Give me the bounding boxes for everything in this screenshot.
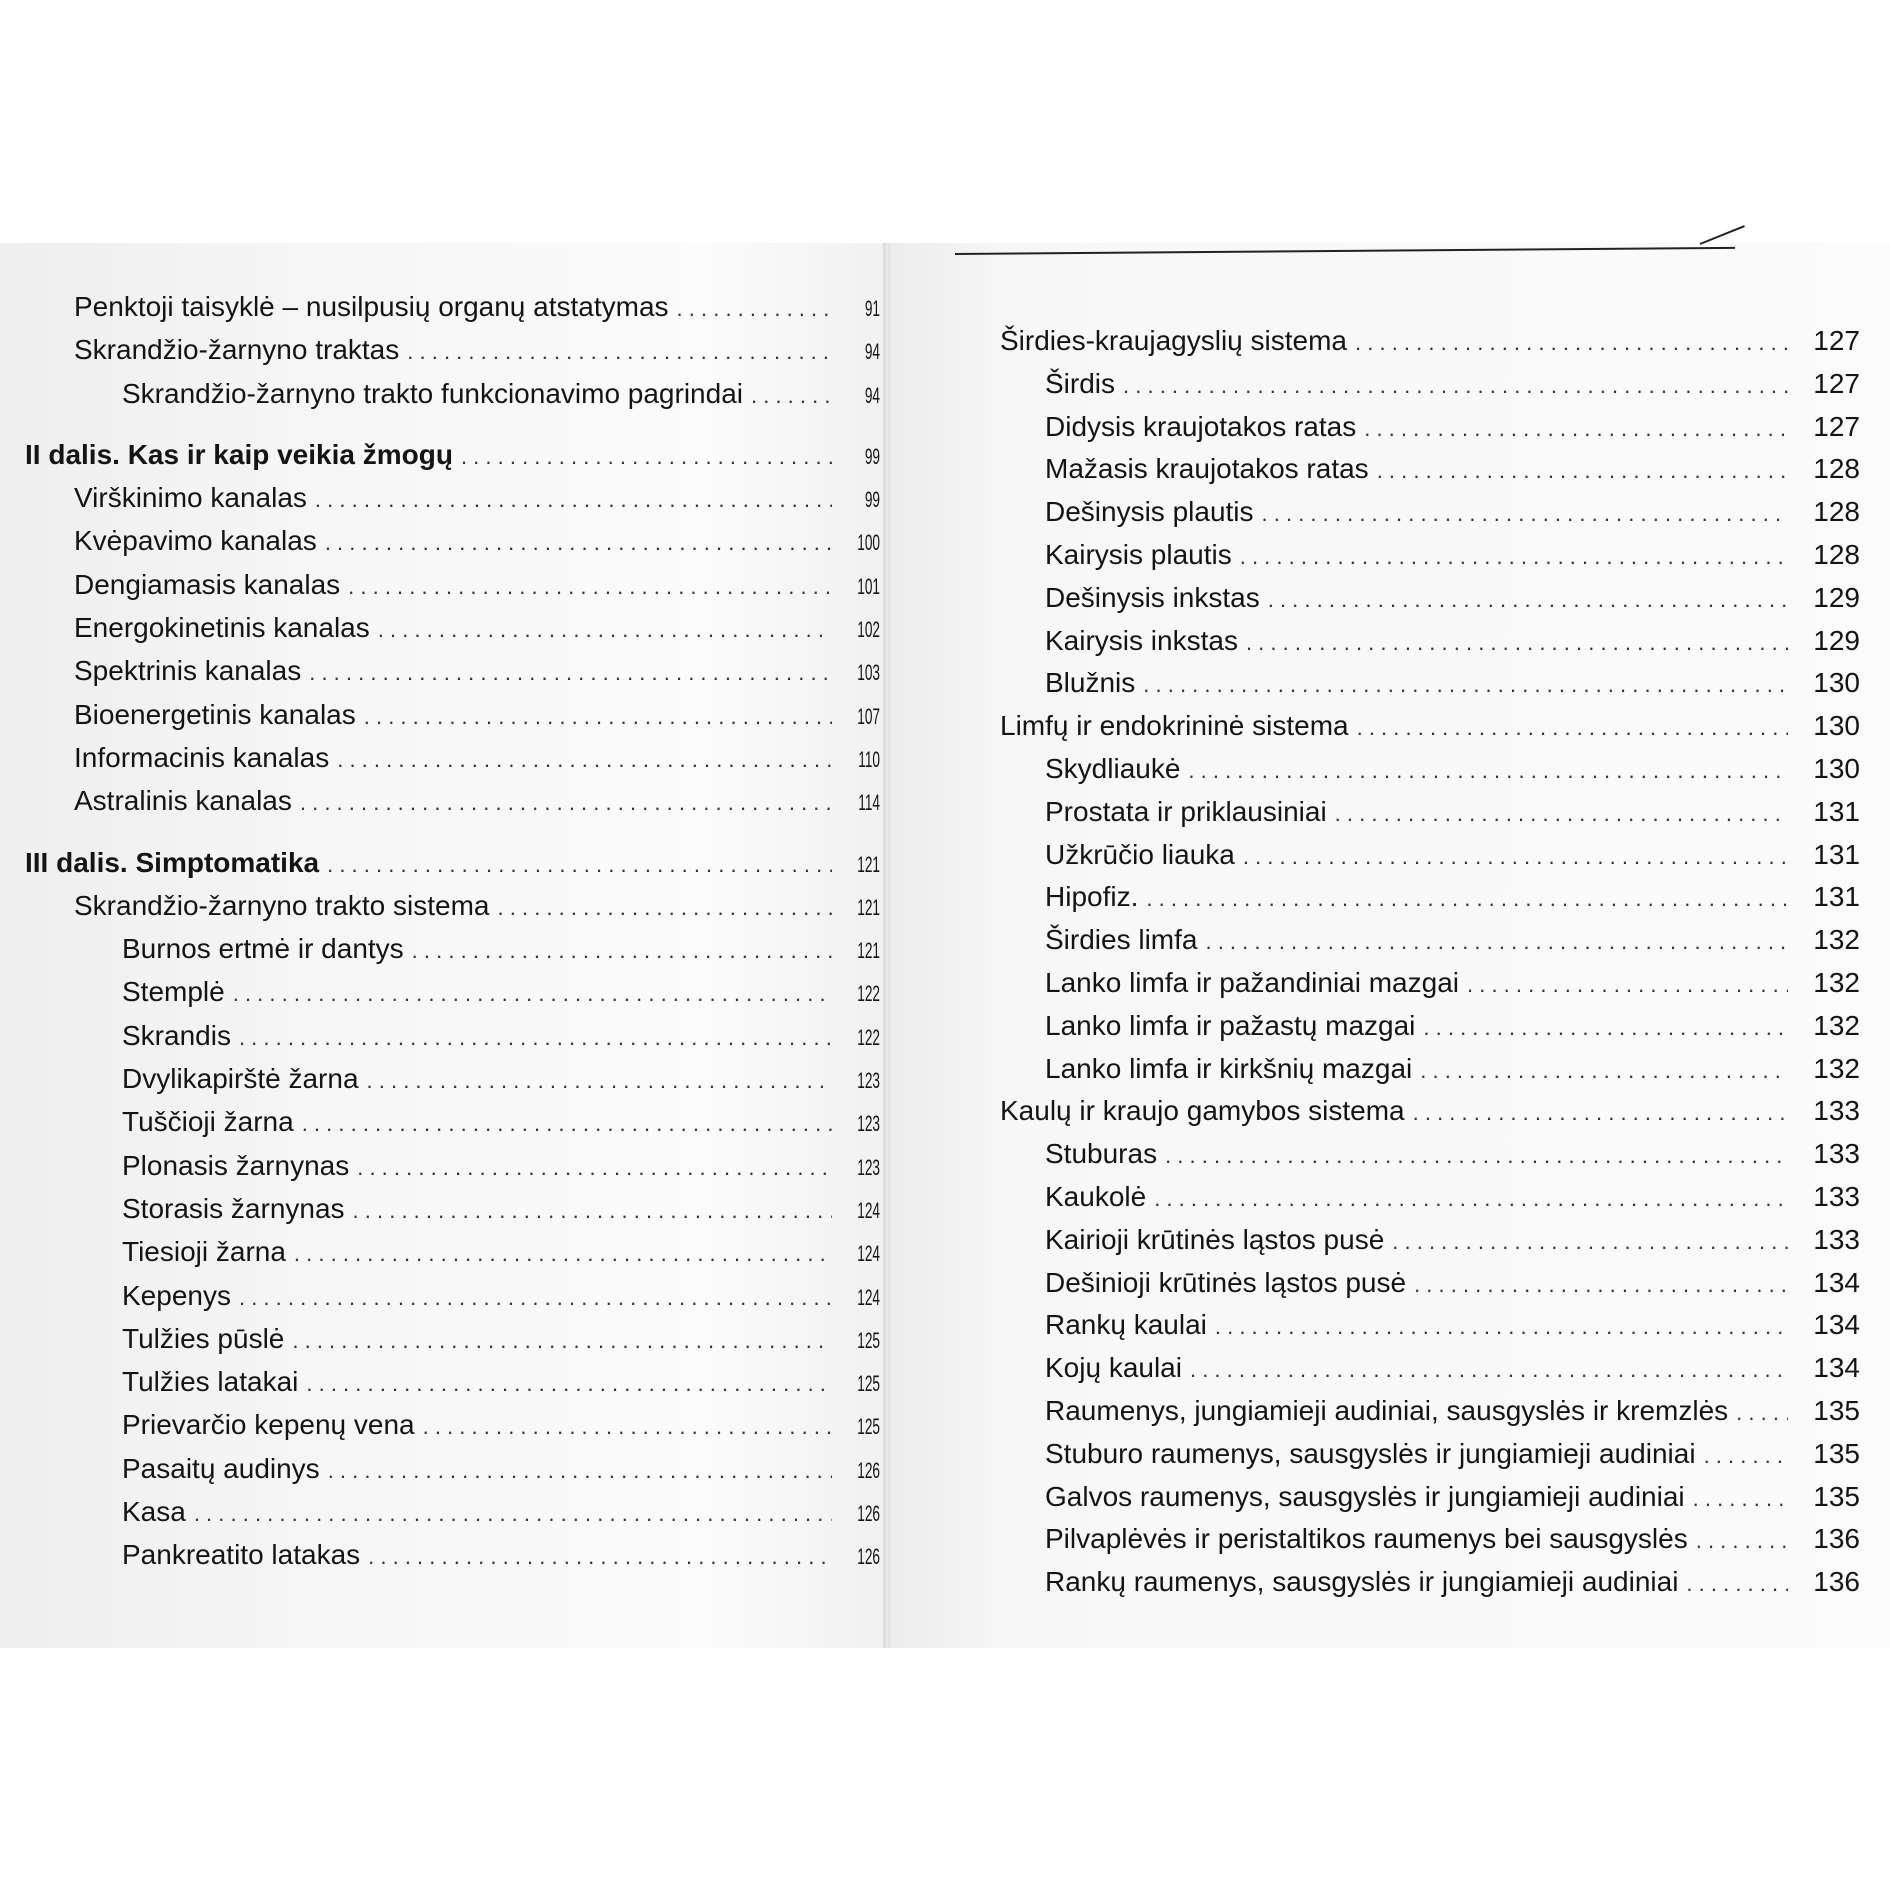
toc-entry-title: Dešinysis plautis	[1045, 496, 1254, 528]
toc-entry-title: Raumenys, jungiamieji audiniai, sausgyslės ir kremzlės	[1045, 1394, 1729, 1426]
toc-entry-page-number: 124	[857, 1197, 880, 1223]
toc-entry	[0, 1360, 880, 1403]
dot-leader	[367, 1059, 832, 1102]
dot-leader	[1154, 1178, 1788, 1221]
toc-entry	[890, 791, 1860, 834]
toc-entry	[0, 328, 880, 371]
toc-entry	[0, 519, 880, 562]
toc-entry-page-number: 129	[1813, 581, 1860, 613]
toc-entry-title: Kojų kaulai	[1045, 1352, 1182, 1384]
toc-entry	[890, 1219, 1860, 1262]
toc-entry-title: Informacinis kanalas	[74, 741, 330, 773]
toc-entry-title: Stuburo raumenys, sausgyslės ir jungiamieji audiniai	[1045, 1437, 1696, 1469]
dot-leader	[1696, 1520, 1788, 1563]
toc-entry	[890, 1176, 1860, 1219]
dot-leader	[1123, 365, 1788, 408]
toc-entry-title: Kairioji krūtinės ląstos pusė	[1045, 1223, 1385, 1255]
toc-entry-title: II dalis. Kas ir kaip veikia žmogų	[25, 438, 453, 470]
dot-leader	[1246, 622, 1788, 665]
toc-entry-title: Hipofiz.	[1045, 881, 1139, 913]
toc-entry-page-number: 135	[1813, 1437, 1860, 1469]
toc-entry-page-number: 101	[857, 573, 880, 599]
toc-entry	[890, 491, 1860, 534]
section-spacer	[0, 415, 880, 433]
dot-leader	[306, 1362, 832, 1405]
toc-entry-title: Kvėpavimo kanalas	[74, 525, 317, 557]
toc-entry-page-number: 134	[1813, 1309, 1860, 1341]
dot-leader	[1240, 536, 1788, 579]
toc-entry-title: Pankreatito latakas	[122, 1539, 361, 1571]
dot-leader	[1243, 836, 1788, 879]
dot-leader	[1268, 579, 1788, 622]
toc-entry	[890, 1048, 1860, 1091]
dot-leader	[1335, 793, 1788, 836]
toc-entry	[0, 1317, 880, 1360]
toc-entry	[0, 1057, 880, 1100]
toc-entry	[890, 1433, 1860, 1476]
toc-entry	[0, 1187, 880, 1230]
dot-leader	[461, 435, 832, 478]
dot-leader	[1205, 921, 1788, 964]
toc-entry-page-number: 130	[1813, 667, 1860, 699]
toc-entry	[890, 1133, 1860, 1176]
toc-entry-page-number: 123	[857, 1111, 880, 1137]
toc-part-heading	[0, 433, 880, 476]
header-rule-tip	[1700, 225, 1745, 245]
toc-entry-title: Lanko limfa ir pažandiniai mazgai	[1045, 966, 1459, 998]
toc-entry-title: Pilvaplėvės ir peristaltikos raumenys bei sausgyslės	[1045, 1523, 1688, 1555]
dot-leader	[233, 972, 832, 1015]
toc-entry-title: Skrandžio-žarnyno trakto sistema	[74, 889, 490, 921]
toc-entry-page-number: 125	[857, 1327, 880, 1353]
toc-entry	[890, 1005, 1860, 1048]
toc-entry-title: Dvylikapirštė žarna	[122, 1063, 359, 1095]
toc-entry-title: Stuburas	[1045, 1138, 1158, 1170]
dot-leader	[498, 886, 832, 929]
dot-leader	[1467, 964, 1788, 1007]
toc-entry	[890, 748, 1860, 791]
dot-leader	[412, 929, 832, 972]
toc-entry	[0, 1403, 880, 1446]
dot-leader	[364, 695, 832, 738]
toc-entry-title: Kairysis inkstas	[1045, 624, 1238, 656]
toc-entry-page-number: 94	[864, 339, 880, 365]
dot-leader	[1357, 707, 1788, 750]
dot-leader	[1364, 408, 1788, 451]
toc-entry-title: Galvos raumenys, sausgyslės ir jungiamieji audiniai	[1045, 1480, 1685, 1512]
toc-entry-title: Dešinysis inkstas	[1045, 581, 1260, 613]
toc-entry	[0, 1447, 880, 1490]
toc-entry-title: Rankų raumenys, sausgyslės ir jungiamieji audiniai	[1045, 1566, 1679, 1598]
dot-leader	[1704, 1435, 1788, 1478]
toc-entry-page-number: 128	[1813, 538, 1860, 570]
toc-entry-page-number: 129	[1813, 624, 1860, 656]
toc-entry-title: Storasis žarnynas	[122, 1192, 345, 1224]
toc-entry	[890, 577, 1860, 620]
dot-leader	[1190, 1349, 1788, 1392]
toc-entry-title: Kepenys	[122, 1279, 231, 1311]
toc-entry-title: Rankų kaulai	[1045, 1309, 1207, 1341]
toc-entry	[890, 834, 1860, 877]
toc-entry-page-number: 136	[1813, 1566, 1860, 1598]
dot-leader	[407, 330, 832, 373]
dot-leader	[309, 651, 832, 694]
toc-entry-page-number: 125	[857, 1371, 880, 1397]
toc-entry-title: Tulžies latakai	[122, 1366, 299, 1398]
toc-entry-title: Dešinioji krūtinės ląstos pusė	[1045, 1266, 1407, 1298]
toc-entry	[0, 606, 880, 649]
toc-entry	[890, 363, 1860, 406]
toc-entry-page-number: 99	[864, 487, 880, 513]
toc-entry-page-number: 125	[857, 1414, 880, 1440]
dot-leader	[751, 374, 832, 417]
dot-leader	[315, 478, 832, 521]
toc-entry-page-number: 121	[857, 938, 880, 964]
toc-entry	[890, 1304, 1860, 1347]
toc-entry-page-number: 130	[1813, 710, 1860, 742]
toc-entry-page-number: 126	[857, 1544, 880, 1570]
toc-entry-page-number: 132	[1813, 966, 1860, 998]
dot-leader	[1188, 750, 1788, 793]
toc-entry	[0, 563, 880, 606]
dot-leader	[348, 565, 832, 608]
toc-entry	[0, 1230, 880, 1273]
toc-entry-title: Prievarčio kepenų vena	[122, 1409, 415, 1441]
dot-leader	[1736, 1392, 1788, 1435]
dot-leader	[1355, 322, 1788, 365]
dot-leader	[239, 1276, 832, 1319]
toc-entry-title: Blužnis	[1045, 667, 1136, 699]
toc-entry-title: Tiesioji žarna	[122, 1236, 286, 1268]
toc-entry-title: Plonasis žarnynas	[122, 1149, 350, 1181]
toc-entry-page-number: 100	[857, 530, 880, 556]
toc-entry	[0, 1274, 880, 1317]
dot-leader	[357, 1146, 832, 1189]
toc-entry-title: Didysis kraujotakos ratas	[1045, 410, 1357, 442]
toc-entry	[0, 649, 880, 692]
right-toc-list	[890, 320, 1860, 1604]
toc-entry-page-number: 110	[858, 746, 880, 772]
toc-entry-title: Skydliaukė	[1045, 752, 1181, 784]
dot-leader	[1693, 1478, 1788, 1521]
toc-entry	[890, 662, 1860, 705]
toc-entry	[890, 705, 1860, 748]
toc-entry-page-number: 130	[1813, 752, 1860, 784]
dot-leader	[1143, 664, 1788, 707]
toc-entry	[890, 534, 1860, 577]
toc-entry-page-number: 121	[857, 851, 880, 877]
dot-leader	[302, 1102, 832, 1145]
dot-leader	[1423, 1007, 1788, 1050]
toc-entry-page-number: 122	[857, 1024, 880, 1050]
toc-entry	[890, 620, 1860, 663]
toc-entry	[890, 1561, 1860, 1604]
dot-leader	[1215, 1306, 1788, 1349]
toc-entry-title: Energokinetinis kanalas	[74, 612, 370, 644]
toc-entry-page-number: 127	[1813, 325, 1860, 356]
toc-entry-title: Kairysis plautis	[1045, 538, 1232, 570]
toc-entry	[0, 779, 880, 822]
toc-entry-title: Virškinimo kanalas	[74, 482, 307, 514]
toc-entry	[890, 962, 1860, 1005]
toc-entry-title: III dalis. Simptomatika	[25, 846, 320, 878]
dot-leader	[1392, 1221, 1788, 1264]
toc-entry	[890, 448, 1860, 491]
toc-entry-page-number: 99	[864, 443, 880, 469]
toc-entry-title: Širdis	[1045, 367, 1116, 399]
toc-entry	[0, 372, 880, 415]
toc-entry-title: Kasa	[122, 1496, 186, 1528]
toc-entry-title: Bioenergetinis kanalas	[74, 698, 356, 730]
toc-entry-page-number: 127	[1813, 367, 1860, 399]
toc-entry	[0, 476, 880, 519]
toc-entry-title: Limfų ir endokrininė sistema	[1000, 710, 1349, 742]
toc-entry	[0, 1014, 880, 1057]
toc-entry-page-number: 103	[857, 660, 880, 686]
dot-leader	[368, 1535, 832, 1578]
toc-entry	[0, 1100, 880, 1143]
toc-entry-page-number: 126	[857, 1501, 880, 1527]
toc-entry-page-number: 114	[858, 790, 880, 816]
section-spacer	[0, 823, 880, 841]
toc-entry-title: Kaukolė	[1045, 1180, 1147, 1212]
left-page	[0, 243, 885, 1648]
dot-leader	[1377, 450, 1788, 493]
toc-entry	[0, 970, 880, 1013]
toc-entry	[0, 1144, 880, 1187]
toc-entry-title: Astralinis kanalas	[74, 785, 292, 817]
toc-entry	[890, 919, 1860, 962]
toc-entry	[890, 1090, 1860, 1133]
toc-entry	[890, 1390, 1860, 1433]
left-toc-list	[0, 285, 880, 1577]
toc-entry-page-number: 131	[1813, 881, 1860, 913]
dot-leader	[327, 843, 832, 886]
dot-leader	[423, 1405, 832, 1448]
toc-entry-page-number: 121	[857, 894, 880, 920]
toc-entry-page-number: 127	[1813, 410, 1860, 442]
toc-entry	[0, 736, 880, 779]
toc-entry	[0, 927, 880, 970]
dot-leader	[1146, 878, 1788, 921]
dot-leader	[294, 1232, 832, 1275]
toc-entry-title: Mažasis kraujotakos ratas	[1045, 453, 1369, 485]
toc-entry-page-number: 102	[857, 617, 880, 643]
toc-entry-page-number: 131	[1813, 795, 1860, 827]
toc-entry-page-number: 124	[857, 1241, 880, 1267]
toc-entry	[0, 1490, 880, 1533]
toc-entry-page-number: 107	[857, 703, 880, 729]
toc-entry-title: Lanko limfa ir kirkšnių mazgai	[1045, 1052, 1413, 1084]
toc-entry	[890, 320, 1860, 363]
toc-entry	[0, 884, 880, 927]
toc-entry-page-number: 128	[1813, 453, 1860, 485]
toc-entry-page-number: 136	[1813, 1523, 1860, 1555]
toc-entry	[890, 876, 1860, 919]
toc-entry-page-number: 135	[1813, 1480, 1860, 1512]
toc-entry	[890, 1347, 1860, 1390]
toc-entry-title: Širdies limfa	[1045, 924, 1198, 956]
dot-leader	[292, 1319, 832, 1362]
dot-leader	[337, 738, 832, 781]
dot-leader	[1686, 1563, 1788, 1606]
toc-entry-title: Skrandžio-žarnyno trakto funkcionavimo pagrindai	[122, 377, 743, 409]
toc-entry-title: Pasaitų audinys	[122, 1452, 320, 1484]
dot-leader	[325, 521, 832, 564]
dot-leader	[378, 608, 832, 651]
toc-entry-title: Prostata ir priklausiniai	[1045, 795, 1327, 827]
right-page	[890, 243, 1890, 1648]
dot-leader	[194, 1492, 832, 1535]
dot-leader	[300, 781, 832, 824]
toc-entry-title: Skrandis	[122, 1019, 231, 1051]
toc-entry-page-number: 91	[864, 296, 880, 321]
toc-entry-title: Stemplė	[122, 976, 225, 1008]
toc-entry-page-number: 122	[857, 981, 880, 1007]
toc-entry-page-number: 133	[1813, 1138, 1860, 1170]
toc-entry	[890, 1518, 1860, 1561]
toc-entry-page-number: 131	[1813, 838, 1860, 870]
toc-entry-title: Burnos ertmė ir dantys	[122, 933, 404, 965]
toc-entry-page-number: 124	[857, 1284, 880, 1310]
toc-entry	[0, 285, 880, 328]
dot-leader	[1414, 1264, 1788, 1307]
toc-entry-title: Širdies-kraujagyslių sistema	[1000, 325, 1348, 356]
toc-entry-page-number: 132	[1813, 924, 1860, 956]
toc-entry	[890, 1476, 1860, 1519]
dot-leader	[1413, 1092, 1788, 1135]
toc-entry-page-number: 128	[1813, 496, 1860, 528]
toc-entry-page-number: 94	[864, 382, 880, 408]
toc-entry-page-number: 133	[1813, 1180, 1860, 1212]
dot-leader	[239, 1016, 832, 1059]
toc-entry-page-number: 134	[1813, 1266, 1860, 1298]
toc-entry-page-number: 134	[1813, 1352, 1860, 1384]
toc-entry-page-number: 133	[1813, 1095, 1860, 1127]
dot-leader	[353, 1189, 832, 1232]
toc-entry-page-number: 133	[1813, 1223, 1860, 1255]
toc-entry-title: Dengiamasis kanalas	[74, 568, 341, 600]
toc-entry	[890, 406, 1860, 449]
toc-entry-page-number: 132	[1813, 1052, 1860, 1084]
dot-leader	[1262, 493, 1788, 536]
toc-entry-title: Lanko limfa ir pažastų mazgai	[1045, 1009, 1416, 1041]
toc-entry-title: Tuščioji žarna	[122, 1106, 294, 1138]
dot-leader	[1420, 1050, 1788, 1093]
toc-entry	[0, 1533, 880, 1576]
toc-entry-page-number: 135	[1813, 1394, 1860, 1426]
toc-entry	[0, 693, 880, 736]
dot-leader	[677, 287, 832, 330]
toc-entry-title: Kaulų ir kraujo gamybos sistema	[1000, 1095, 1405, 1127]
toc-entry-title: Penktoji taisyklė – nusilpusių organų atstatymas	[74, 291, 669, 322]
dot-leader	[1165, 1135, 1788, 1178]
dot-leader	[328, 1449, 832, 1492]
toc-entry-title: Skrandžio-žarnyno traktas	[74, 334, 400, 366]
toc-entry-title: Spektrinis kanalas	[74, 655, 302, 687]
toc-entry-page-number: 123	[857, 1068, 880, 1094]
toc-entry-page-number: 132	[1813, 1009, 1860, 1041]
toc-part-heading	[0, 841, 880, 884]
toc-entry-title: Užkrūčio liauka	[1045, 838, 1235, 870]
toc-entry-title: Tulžies pūslė	[122, 1322, 285, 1354]
toc-entry-page-number: 126	[857, 1457, 880, 1483]
toc-entry-page-number: 123	[857, 1154, 880, 1180]
toc-entry	[890, 1262, 1860, 1305]
